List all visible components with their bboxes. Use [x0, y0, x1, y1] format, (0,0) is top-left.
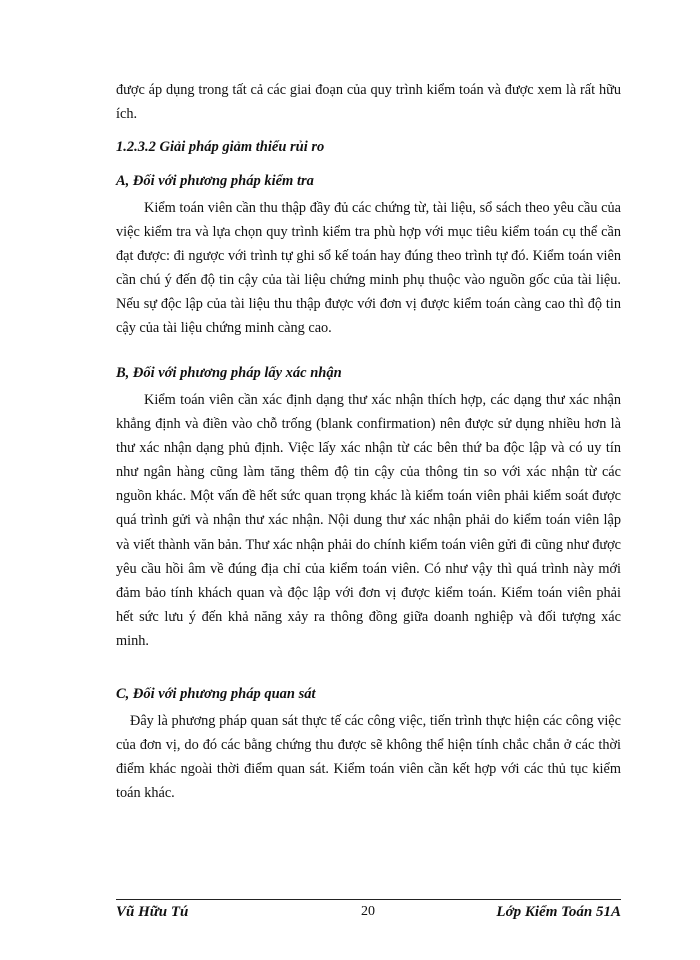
footer-author: Vũ Hữu Tú: [116, 904, 189, 920]
section-a-heading: A, Đối với phương pháp kiểm tra: [116, 173, 314, 189]
footer-divider: [116, 899, 621, 900]
page-number: 20: [361, 904, 375, 919]
intro-paragraph: được áp dụng trong tất cả các giai đoạn của quy trình kiểm toán và được xem là rất hữu ích.: [116, 82, 621, 123]
section-c-paragraph: Đây là phương pháp quan sát thực tế các công việc, tiến trình thực hiện các công việc của đơn vị, do đó các bằng chứng thu được sẽ không thể hiện tính chắc chắn ở các thời điểm khác ngoài thời điểm quan sát. Kiểm toán viên cần kết hợp với các thủ tục kiểm toán khác.: [116, 713, 621, 802]
footer-class-name: Lớp Kiểm Toán 51A: [496, 904, 621, 920]
page-footer: [116, 902, 621, 924]
section-b-heading: B, Đối với phương pháp lấy xác nhận: [116, 365, 342, 381]
main-heading: 1.2.3.2 Giải pháp giảm thiểu rủi ro: [116, 139, 325, 155]
section-a-paragraph: Kiểm toán viên cần thu thập đầy đủ các chứng từ, tài liệu, sổ sách theo yêu cầu của việc kiểm tra và lựa chọn quy trình kiểm tra phù hợp với mục tiêu kiểm toán cụ thể cần đạt được: đi ngược với trình tự ghi sổ kế toán hay đúng theo trình tự đó. Kiểm toán viên cần chú ý đến độ tin cậy của tài liệu chứng minh phụ thuộc vào nguồn gốc của tài liệu. Nếu sự độc lập của tài liệu thu thập được với đơn vị được kiểm toán càng cao thì độ tin cậy của tài liệu chứng minh càng cao.: [116, 200, 621, 337]
section-c-heading: C, Đối với phương pháp quan sát: [116, 686, 316, 702]
section-b-paragraph: Kiểm toán viên cần xác định dạng thư xác nhận thích hợp, các dạng thư xác nhận khẳng định và điền vào chỗ trống (blank confirmation) nên được sử dụng nhiều hơn là thư xác nhận dạng phủ định. Việc lấy xác nhận từ các bên thứ ba độc lập và có uy tín như ngân hàng cũng làm tăng thêm độ tin cậy của thông tin so với xác nhận từ các nguồn khác. Một vấn đề hết sức quan trọng khác là kiểm toán viên phải kiểm soát được quá trình gửi và nhận thư xác nhận. Nội dung thư xác nhận phải do kiểm toán viên lập và viết thành văn bản. Thư xác nhận phải do chính kiểm toán viên gửi đi cũng như được yêu cầu hồi âm về đúng địa chỉ của kiểm toán viên. Có như vậy thì quá trình này mới đảm bảo tính khách quan và độc lập với đơn vị được kiểm toán. Kiểm toán viên phải hết sức lưu ý đến khả năng xảy ra thông đồng giữa doanh nghiệp và đối tượng xác minh.: [116, 392, 621, 649]
